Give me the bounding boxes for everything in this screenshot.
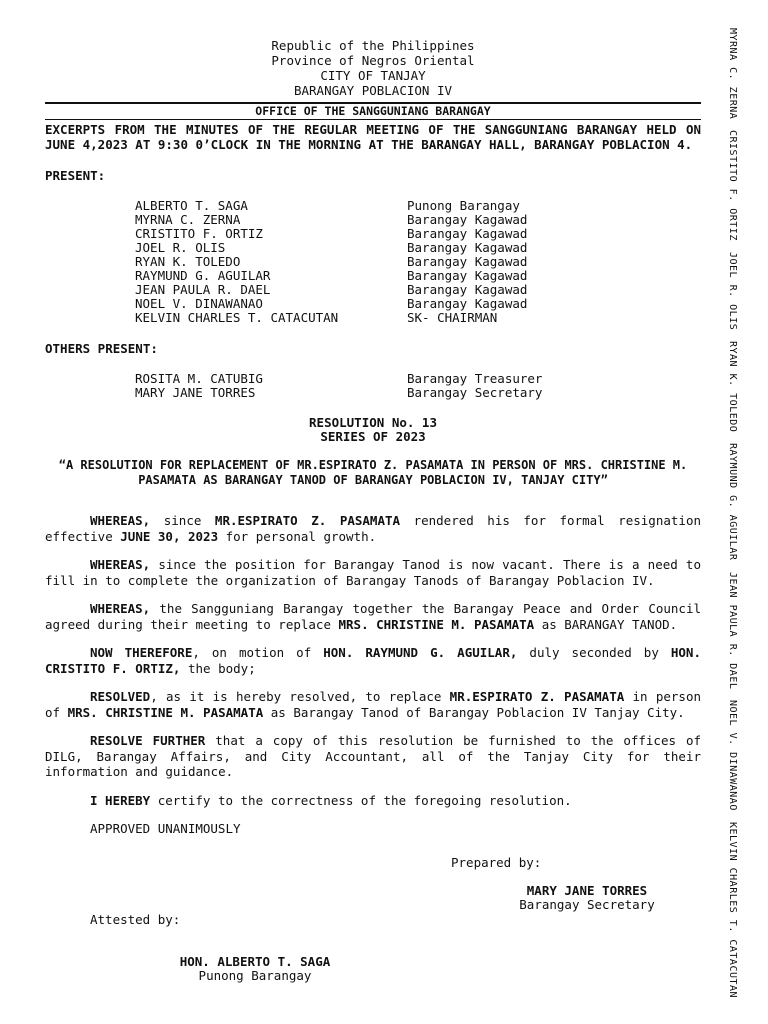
minutes-excerpt: EXCERPTS FROM THE MINUTES OF THE REGULAR MEETING OF THE SANGGUNIANG BARANGAY HELD ON JUNE 4,2023 AT 9:30 0’CLOCK IN THE MORNING AT THE BARANGAY HALL, BARANGAY POBLACION 4. bbox=[45, 122, 701, 152]
para-keyword: RESOLVE FURTHER bbox=[90, 733, 206, 748]
whereas-paragraph-3 bbox=[45, 601, 701, 632]
member-name: ROSITA M. CATUBIG bbox=[135, 371, 263, 386]
list-item bbox=[135, 386, 701, 400]
resolution-number: RESOLUTION No. 13 bbox=[309, 415, 437, 430]
resolved-paragraph bbox=[45, 689, 701, 720]
para-text: rendered his for formal resignation effective bbox=[45, 513, 701, 544]
member-position: Barangay Treasurer bbox=[407, 371, 543, 386]
para-text: that a copy of this resolution be furnished to the offices of DILG, Barangay Affairs, and City Accountant, all of the Tanjay City for their information and guidance. bbox=[45, 733, 701, 779]
para-text: the Sangguniang Barangay together the Barangay Peace and Order Council agreed during their meeting to replace bbox=[45, 601, 701, 632]
member-name: ALBERTO T. SAGA bbox=[135, 198, 248, 213]
approval-note bbox=[45, 821, 701, 837]
member-position: Barangay Kagawad bbox=[407, 212, 528, 227]
secretary-name: MARY JANE TORRES bbox=[526, 882, 648, 898]
header-province: Province of Negros Oriental bbox=[271, 53, 475, 68]
margin-name: CRISTITO F. ORTIZ bbox=[727, 130, 738, 242]
others-present-label: OTHERS PRESENT: bbox=[45, 341, 158, 356]
margin-name: RAYMUND G. AGUILAR bbox=[727, 443, 738, 561]
member-name: JOEL R. OLIS bbox=[135, 240, 226, 255]
header-republic: Republic of the Philippines bbox=[271, 38, 475, 53]
member-position: Barangay Secretary bbox=[407, 385, 543, 400]
member-position: Barangay Kagawad bbox=[407, 254, 528, 269]
margin-name: JOEL R. OLIS bbox=[727, 252, 738, 331]
margin-name: MYRNA C. ZERNA bbox=[727, 28, 738, 120]
certification-paragraph bbox=[45, 793, 701, 809]
attested-by-label: Attested by: bbox=[90, 911, 181, 927]
para-keyword: RESOLVED bbox=[90, 689, 151, 704]
punong-barangay-signature-block bbox=[155, 955, 355, 983]
member-name: JEAN PAULA R. DAEL bbox=[135, 282, 271, 297]
list-item bbox=[135, 241, 701, 255]
punong-barangay-title: Punong Barangay bbox=[198, 967, 312, 983]
secretary-title: Barangay Secretary bbox=[519, 896, 655, 912]
resolution-series: SERIES OF 2023 bbox=[320, 429, 426, 444]
member-name: KELVIN CHARLES T. CATACUTAN bbox=[135, 310, 339, 325]
para-text: in person of bbox=[45, 689, 701, 720]
para-emphasis: JUNE 30, 2023 bbox=[120, 528, 219, 544]
para-emphasis: MRS. CHRISTINE M. PASAMATA bbox=[338, 616, 535, 632]
others-present-list bbox=[135, 372, 701, 400]
para-text: since the position for Barangay Tanod is now vacant. There is a need to fill in to complete the organization of Barangay Tanods of Barangay Poblacion IV. bbox=[45, 557, 701, 588]
prepared-by-label: Prepared by: bbox=[451, 854, 542, 870]
para-text: since bbox=[150, 513, 215, 528]
para-text: certify to the correctness of the foregoing resolution. bbox=[150, 792, 572, 808]
para-text: as BARANGAY TANOD. bbox=[534, 616, 678, 632]
member-position: Barangay Kagawad bbox=[407, 226, 528, 241]
para-text: for personal growth. bbox=[218, 528, 377, 544]
para-text: APPROVED UNANIMOUSLY bbox=[90, 821, 241, 836]
margin-name: KELVIN CHARLES T. CATACUTAN bbox=[727, 821, 738, 998]
list-item bbox=[135, 283, 701, 297]
margin-name: RYAN K. TOLEDO bbox=[727, 341, 738, 433]
member-position: SK- CHAIRMAN bbox=[407, 310, 498, 325]
list-item bbox=[135, 199, 701, 213]
para-emphasis: MR.ESPIRATO Z. PASAMATA bbox=[449, 689, 625, 704]
member-position: Barangay Kagawad bbox=[407, 240, 528, 255]
punong-barangay-name: HON. ALBERTO T. SAGA bbox=[179, 953, 331, 969]
para-keyword: WHEREAS, bbox=[90, 557, 151, 572]
now-therefore-paragraph bbox=[45, 645, 701, 676]
secretary-signature-block bbox=[497, 884, 677, 912]
present-label: PRESENT: bbox=[45, 168, 106, 183]
member-position: Punong Barangay bbox=[407, 198, 520, 213]
whereas-paragraph-2 bbox=[45, 557, 701, 588]
para-emphasis: MRS. CHRISTINE M. PASAMATA bbox=[67, 704, 264, 720]
member-name: RYAN K. TOLEDO bbox=[135, 254, 241, 269]
margin-name: NOEL V. DINAWANAO bbox=[727, 700, 738, 811]
list-item bbox=[135, 297, 701, 311]
resolve-further-paragraph bbox=[45, 733, 701, 780]
para-emphasis: HON. CRISTITO F. ORTIZ, bbox=[45, 645, 701, 676]
present-list bbox=[135, 199, 701, 325]
para-text: duly seconded by bbox=[517, 645, 671, 660]
member-position: Barangay Kagawad bbox=[407, 282, 528, 297]
list-item bbox=[135, 255, 701, 269]
member-name: RAYMUND G. AGUILAR bbox=[135, 268, 271, 283]
para-keyword: I HEREBY bbox=[90, 792, 151, 808]
para-text: as Barangay Tanod of Barangay Poblacion IV Tanjay City. bbox=[263, 704, 685, 720]
list-item bbox=[135, 372, 701, 386]
para-keyword: NOW THEREFORE bbox=[90, 645, 193, 660]
member-name: MARY JANE TORRES bbox=[135, 385, 256, 400]
para-text: , on motion of bbox=[192, 645, 324, 660]
header-city: CITY OF TANJAY bbox=[320, 68, 426, 83]
margin-signatories bbox=[722, 28, 742, 998]
list-item bbox=[135, 311, 701, 325]
para-keyword: WHEREAS, bbox=[90, 601, 151, 616]
office-title: OFFICE OF THE SANGGUNIANG BARANGAY bbox=[45, 104, 701, 120]
whereas-paragraph-1 bbox=[45, 513, 701, 544]
resolution-document bbox=[45, 38, 701, 983]
member-name: NOEL V. DINAWANAO bbox=[135, 296, 263, 311]
para-text: , as it is hereby resolved, to replace bbox=[150, 689, 450, 704]
list-item bbox=[135, 213, 701, 227]
para-text: the body; bbox=[180, 660, 256, 676]
margin-name: JEAN PAULA R. DAEL bbox=[727, 571, 738, 690]
resolution-caption: “A RESOLUTION FOR REPLACEMENT OF MR.ESPIRATO Z. PASAMATA IN PERSON OF MRS. CHRISTINE M. PASAMATA AS BARANGAY TANOD OF BARANGAY POBLACION IV, TANJAY CITY” bbox=[58, 458, 688, 487]
member-name: CRISTITO F. ORTIZ bbox=[135, 226, 263, 241]
para-keyword: WHEREAS, bbox=[90, 513, 151, 528]
para-emphasis: MR.ESPIRATO Z. PASAMATA bbox=[214, 513, 401, 528]
member-position: Barangay Kagawad bbox=[407, 296, 528, 311]
list-item bbox=[135, 227, 701, 241]
header-barangay: BARANGAY POBLACION IV bbox=[293, 83, 453, 98]
para-emphasis: HON. RAYMUND G. AGUILAR, bbox=[323, 645, 518, 660]
member-name: MYRNA C. ZERNA bbox=[135, 212, 241, 227]
member-position: Barangay Kagawad bbox=[407, 268, 528, 283]
list-item bbox=[135, 269, 701, 283]
